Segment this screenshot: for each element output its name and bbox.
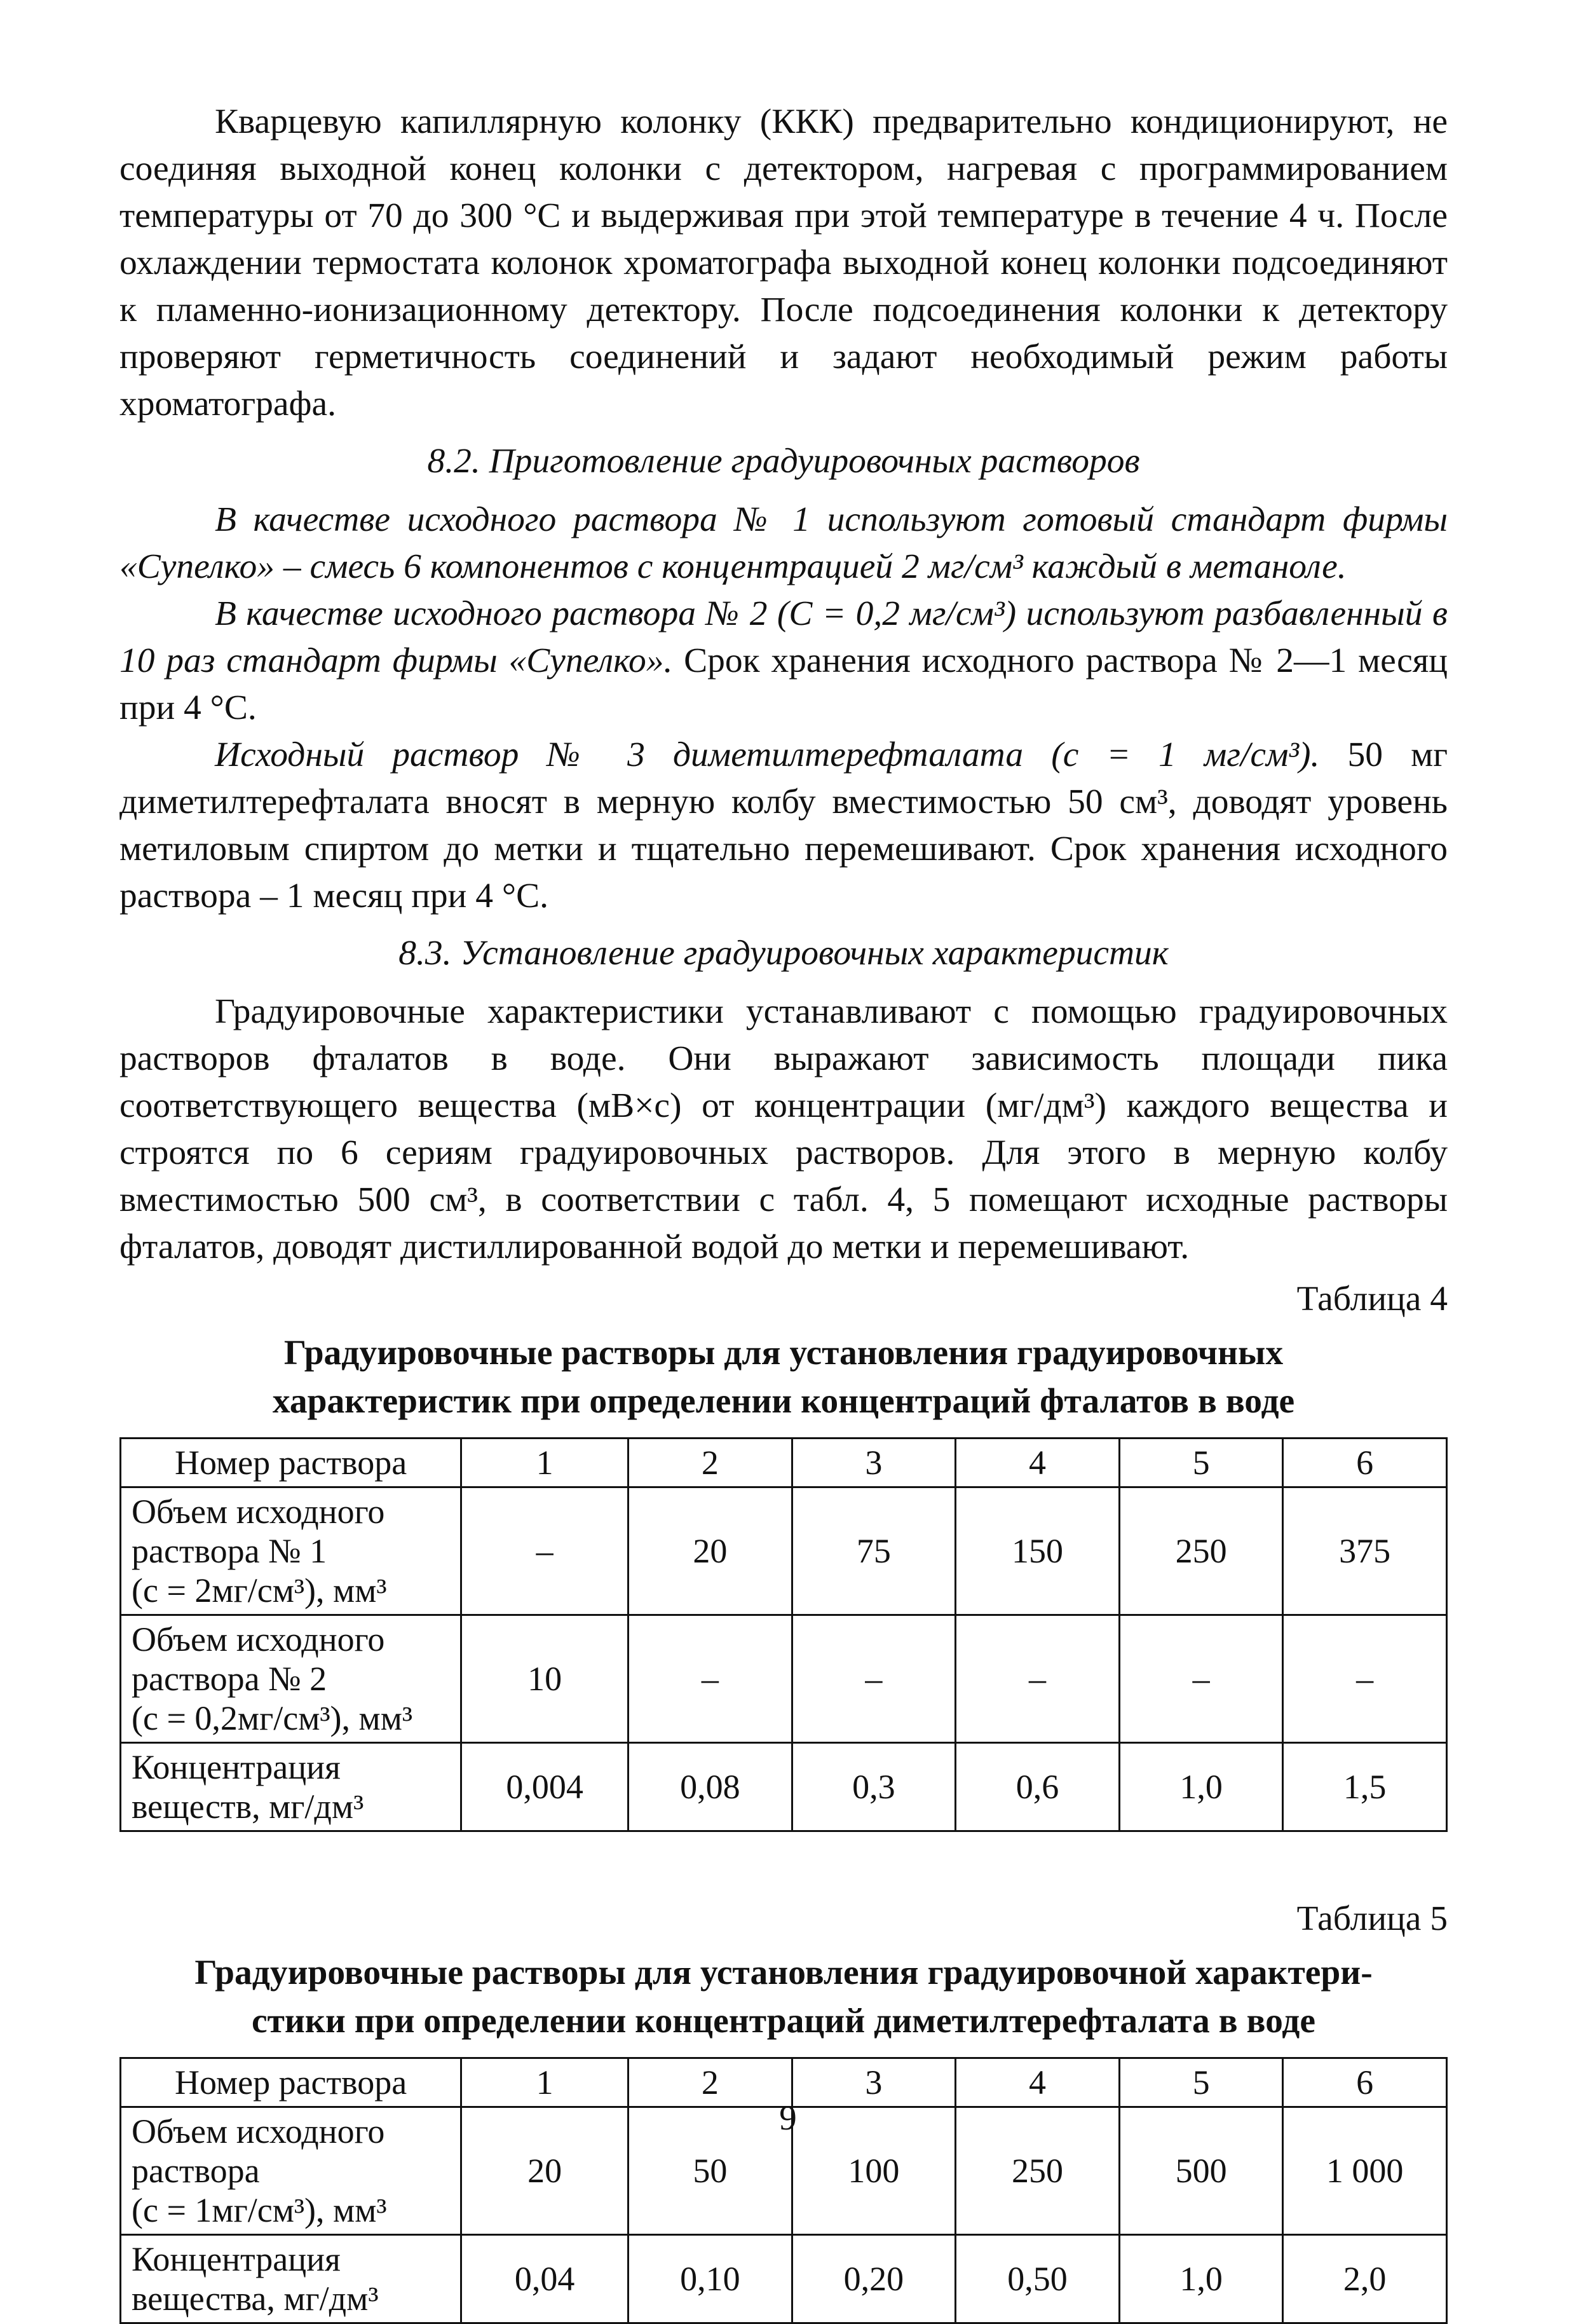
table-cell: 1,5 bbox=[1283, 1743, 1447, 1831]
table-cell: 0,004 bbox=[461, 1743, 628, 1831]
table-cell: 250 bbox=[1119, 1487, 1283, 1615]
table-cell: 0,10 bbox=[628, 2235, 792, 2323]
table-cell: 1,0 bbox=[1119, 2235, 1283, 2323]
table-4-title-line-2: характеристик при определении концентраций фталатов в воде bbox=[272, 1382, 1295, 1421]
paragraph-2-plain: Срок хранения исходного раствора № 2—1 месяц при 4 °С. bbox=[119, 641, 1448, 727]
table-cell: 5 bbox=[1119, 2058, 1283, 2107]
table-cell: 6 bbox=[1283, 2058, 1447, 2107]
table-4-label: Таблица 4 bbox=[1296, 1280, 1448, 1318]
table-row-header bbox=[121, 1487, 461, 1615]
table-cell: – bbox=[461, 1487, 628, 1615]
table-cell: 375 bbox=[1283, 1487, 1447, 1615]
table-cell: 500 bbox=[1119, 2107, 1283, 2235]
table-cell: 1 bbox=[461, 1439, 628, 1487]
table-row-header bbox=[121, 1615, 461, 1743]
section-8-2-paragraph-3 bbox=[119, 732, 1448, 920]
table-cell: 75 bbox=[792, 1487, 956, 1615]
table-cell: – bbox=[792, 1615, 956, 1743]
section-8-3-paragraph-1: Градуировочные характеристики устанавливают с помощью градуировочных растворов фталатов в воде. Они выражают зависимость площади пика соответствующего вещества (мВ×с) от концентрации (мг/дм³) каждого вещества и строятся по 6 сериям градуировочных растворов. Для этого в мерную колбу вместимостью 500 см³, в соответствии с табл. 4, 5 помещают исходные растворы фталатов, доводят дистиллированной водой до метки и перемешивают. bbox=[119, 992, 1448, 1266]
table-cell: 100 bbox=[792, 2107, 956, 2235]
row-label-line-1: Объем исходного раствора bbox=[132, 2112, 385, 2190]
table-cell: 0,50 bbox=[956, 2235, 1120, 2323]
paragraph-2-italic: В качестве исходного раствора № 2 (С = 0,2 мг/см³) используют разбавленный в 10 раз стандарт фирмы «Супелко». bbox=[119, 594, 1448, 680]
table-cell: 0,08 bbox=[628, 1743, 792, 1831]
table-cell: 4 bbox=[956, 2058, 1120, 2107]
table-5 bbox=[119, 2057, 1448, 2324]
paragraph-3-italic: Исходный раствор № 3 диметилтерефталата (с = 1 мг/см³). bbox=[215, 735, 1320, 774]
table-cell: 20 bbox=[628, 1487, 792, 1615]
table-4 bbox=[119, 1437, 1448, 1832]
table-cell: 20 bbox=[461, 2107, 628, 2235]
table-cell: 1,0 bbox=[1119, 1743, 1283, 1831]
spacer bbox=[119, 1832, 1448, 1890]
table-cell: 0,04 bbox=[461, 2235, 628, 2323]
row-label-line-1: Объем исходного раствора № 2 bbox=[132, 1620, 385, 1698]
table-cell: 6 bbox=[1283, 1439, 1447, 1487]
table-header-cell: Номер раствора bbox=[121, 1439, 461, 1487]
table-cell: 2 bbox=[628, 1439, 792, 1487]
table-cell: 3 bbox=[792, 2058, 956, 2107]
section-8-2-paragraph-2 bbox=[119, 591, 1448, 732]
table-cell: 4 bbox=[956, 1439, 1120, 1487]
table-row-header: Концентрация вещества, мг/дм³ bbox=[121, 2235, 461, 2323]
table-cell: – bbox=[1283, 1615, 1447, 1743]
table-cell: 250 bbox=[956, 2107, 1120, 2235]
row-label-line-2: (с = 2мг/см³), мм³ bbox=[132, 1571, 387, 1610]
table-row bbox=[121, 1615, 1447, 1743]
table-4-title-line-1: Градуировочные растворы для установления градуировочных bbox=[283, 1334, 1284, 1372]
table-5-title bbox=[119, 1949, 1448, 2046]
table-cell: 2 bbox=[628, 2058, 792, 2107]
section-8-2-heading: 8.2. Приготовление градуировочных растворов bbox=[427, 442, 1140, 481]
table-header-cell: Номер раствора bbox=[121, 2058, 461, 2107]
table-row-header: Концентрация веществ, мг/дм³ bbox=[121, 1743, 461, 1831]
table-cell: – bbox=[956, 1615, 1120, 1743]
table-cell: 3 bbox=[792, 1439, 956, 1487]
intro-paragraph: Кварцевую капиллярную колонку (ККК) предварительно кондиционируют, не соединяя выходной конец колонки с детектором, нагревая с программированием температуры от 70 до 300 °C и выдерживая при этой температуре в течение 4 ч. После охлаждении термостата колонок хроматографа выходной конец колонки подсоединяют к пламенно-ионизационному детектору. После подсоединения колонки к детектору проверяют герметичность соединений и задают необходимый режим работы хроматографа. bbox=[119, 102, 1448, 423]
table-cell: – bbox=[1119, 1615, 1283, 1743]
section-8-3-heading: 8.3. Установление градуировочных характеристик bbox=[398, 934, 1169, 973]
row-label-line-2: (с = 1мг/см³), мм³ bbox=[132, 2191, 387, 2229]
table-cell: 1 bbox=[461, 2058, 628, 2107]
table-cell: 5 bbox=[1119, 1439, 1283, 1487]
table-row bbox=[121, 1487, 1447, 1615]
table-5-title-line-1: Градуировочные растворы для установления градуировочной характери- bbox=[194, 1953, 1373, 1992]
table-cell: 50 bbox=[628, 2107, 792, 2235]
section-8-2-paragraph-1: В качестве исходного раствора № 1 используют готовый стандарт фирмы «Супелко» – смесь 6 компонентов с концентрацией 2 мг/см³ каждый в метаноле. bbox=[119, 500, 1448, 586]
page-number: 9 bbox=[779, 2098, 797, 2137]
table-row bbox=[121, 2235, 1447, 2323]
table-4-title bbox=[119, 1329, 1448, 1426]
table-cell: 0,20 bbox=[792, 2235, 956, 2323]
paragraph-3-plain: 50 мг диметилтерефталата вносят в мерную колбу вместимостью 50 см³, доводят уровень метиловым спиртом до метки и тщательно перемешивают. Срок хранения исходного раствора – 1 месяц при 4 °С. bbox=[119, 735, 1448, 915]
table-cell: 10 bbox=[461, 1615, 628, 1743]
row-label-line-1: Объем исходного раствора № 1 bbox=[132, 1493, 385, 1570]
row-label-line-2: (с = 0,2мг/см³), мм³ bbox=[132, 1699, 413, 1737]
table-row bbox=[121, 1439, 1447, 1487]
table-5-label: Таблица 5 bbox=[1296, 1899, 1448, 1938]
table-cell: 1 000 bbox=[1283, 2107, 1447, 2235]
table-cell: – bbox=[628, 1615, 792, 1743]
table-row bbox=[121, 1743, 1447, 1831]
table-cell: 0,3 bbox=[792, 1743, 956, 1831]
document-page bbox=[119, 99, 1448, 2324]
table-cell: 0,6 bbox=[956, 1743, 1120, 1831]
table-cell: 150 bbox=[956, 1487, 1120, 1615]
table-cell: 2,0 bbox=[1283, 2235, 1447, 2323]
table-5-title-line-2: стики при определении концентраций диметилтерефталата в воде bbox=[252, 2002, 1315, 2040]
